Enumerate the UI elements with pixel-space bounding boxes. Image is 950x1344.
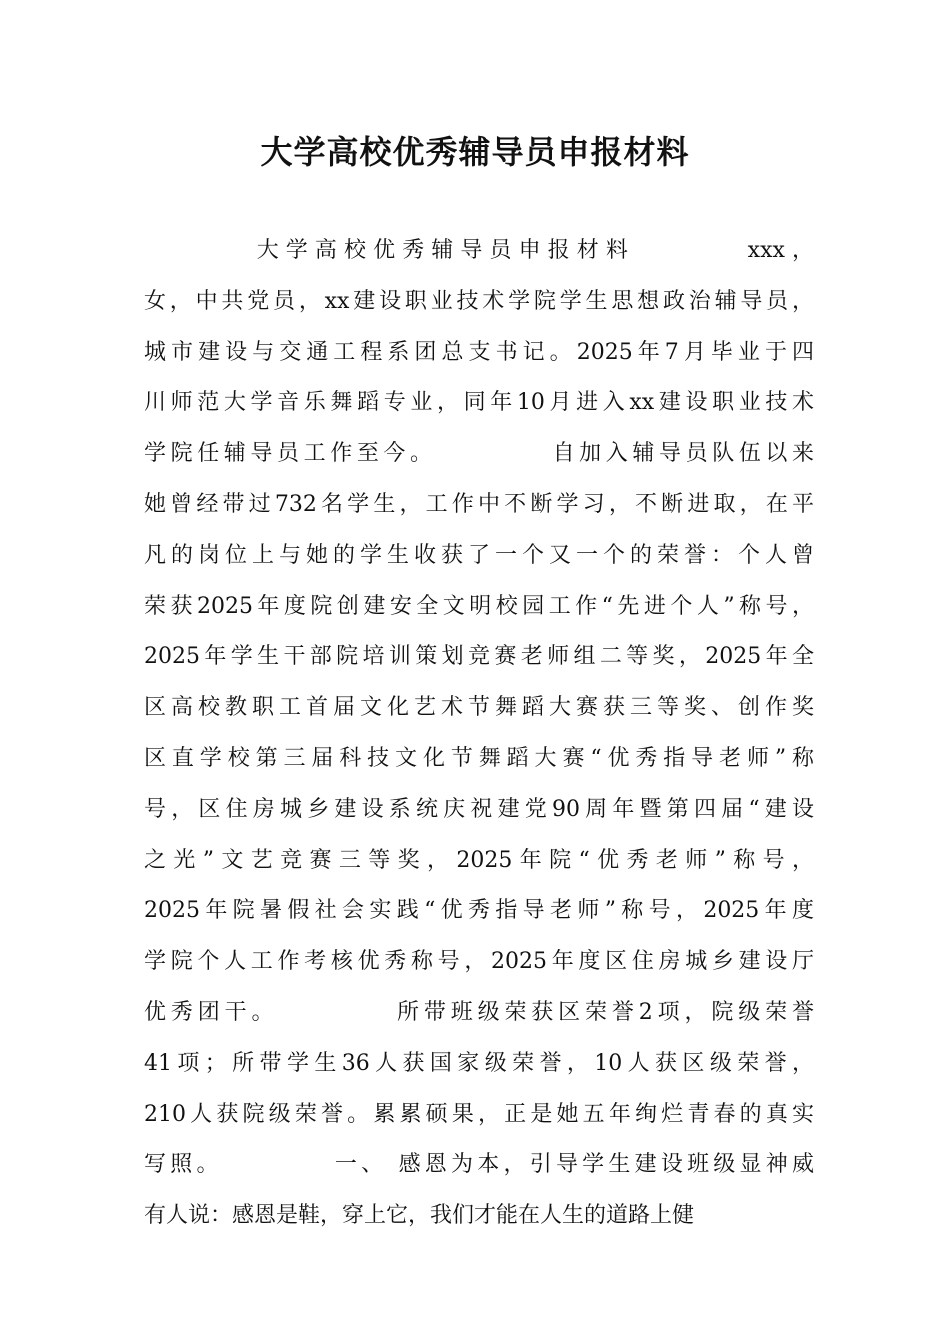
text-line: 学院个人工作考核优秀称号，2025年度区住房城乡建设厅 xyxy=(144,949,814,975)
document-body xyxy=(144,226,814,1242)
text-line: 2025年学生干部院培训策划竞赛老师组二等奖，2025年全 xyxy=(144,644,814,670)
text-line: 之光”文艺竞赛三等奖，2025年院“优秀老师”称号， xyxy=(144,847,814,873)
text-line: 学院任辅导员工作至今。 自加入辅导员队伍以来 xyxy=(144,441,814,467)
text-line: 有人说：感恩是鞋，穿上它，我们才能在人生的道路上健 xyxy=(144,1203,695,1229)
text-line: 区高校教职工首届文化艺术节舞蹈大赛获三等奖、创作奖 xyxy=(144,695,814,721)
text-line: 荣获2025年度院创建安全文明校园工作“先进个人”称号， xyxy=(144,593,814,619)
text-line: 城市建设与交通工程系团总支书记。2025年7月毕业于四 xyxy=(144,339,814,365)
text-line: 她曾经带过732名学生，工作中不断学习，不断进取，在平 xyxy=(144,491,814,517)
text-line: 写照。 一、 感恩为本，引导学生建设班级显神威 xyxy=(144,1152,814,1178)
text-line: 优秀团干。 所带班级荣获区荣誉2项，院级荣誉 xyxy=(144,999,814,1025)
text-line: 女，中共党员，xx建设职业技术学院学生思想政治辅导员， xyxy=(144,288,814,314)
text-line: 2025年院暑假社会实践“优秀指导老师”称号，2025年度 xyxy=(144,898,814,924)
text-line: 大学高校优秀辅导员申报材料 xxx， xyxy=(144,238,814,263)
text-line: 41项；所带学生36人获国家级荣誉，10人获区级荣誉， xyxy=(144,1050,814,1076)
text-line: 川师范大学音乐舞蹈专业，同年10月进入xx建设职业技术 xyxy=(144,390,814,416)
text-line: 凡的岗位上与她的学生收获了一个又一个的荣誉：个人曾 xyxy=(144,542,814,568)
text-line: 区直学校第三届科技文化节舞蹈大赛“优秀指导老师”称 xyxy=(144,745,814,771)
text-line: 210人获院级荣誉。累累硕果，正是她五年绚烂青春的真实 xyxy=(144,1101,814,1127)
document-title: 大学高校优秀辅导员申报材料 xyxy=(260,133,690,171)
text-line: 号，区住房城乡建设系统庆祝建党90周年暨第四届“建设 xyxy=(144,796,814,822)
